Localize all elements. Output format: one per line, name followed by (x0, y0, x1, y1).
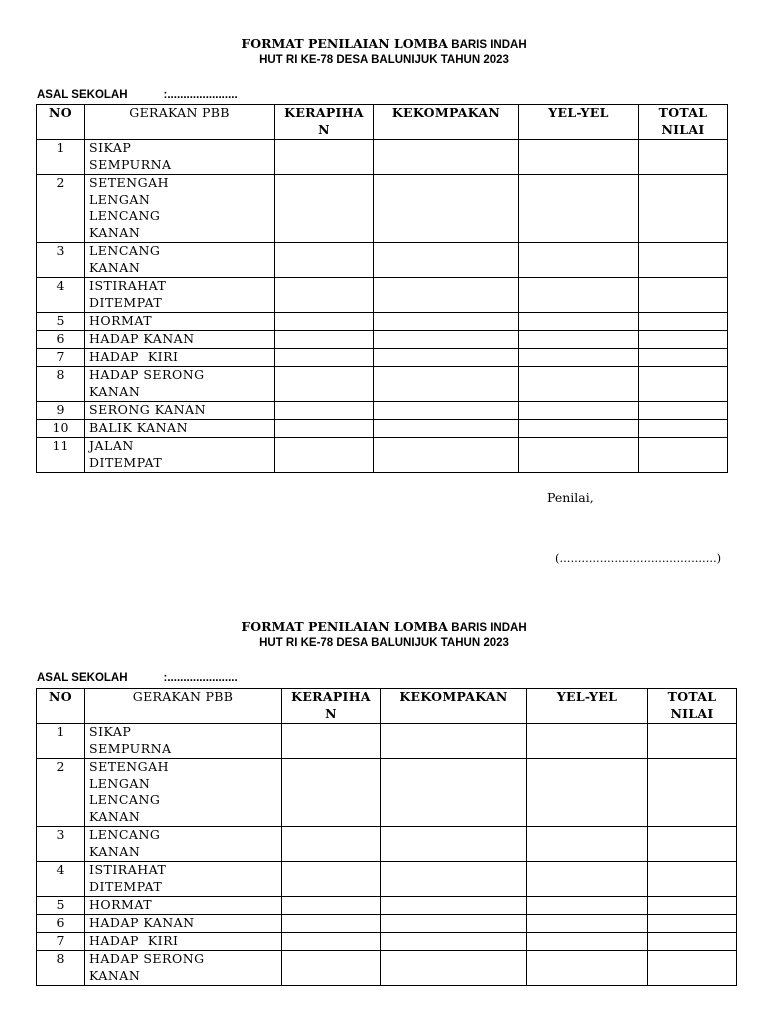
col-gerakan: GERAKAN PBB (85, 105, 275, 140)
col-kerapihan: KERAPIHA N (275, 105, 374, 140)
col-yel-yel: YEL-YEL (519, 105, 639, 140)
score-kerapihan[interactable] (282, 724, 381, 759)
score-kekompakan[interactable] (374, 175, 519, 243)
score-total[interactable] (648, 862, 737, 897)
score-yel-yel[interactable] (519, 243, 639, 278)
score-total[interactable] (648, 933, 737, 951)
col-kekompakan: KEKOMPAKAN (381, 689, 527, 724)
row-gerakan: SERONG KANAN (85, 402, 275, 420)
score-total[interactable] (639, 175, 728, 243)
row-gerakan: SETENGAH LENGAN LENCANG KANAN (85, 175, 275, 243)
row-no: 5 (37, 897, 85, 915)
table-row (37, 367, 728, 402)
row-gerakan: HADAP KIRI (85, 933, 282, 951)
score-total[interactable] (639, 243, 728, 278)
score-yel-yel[interactable] (519, 140, 639, 175)
row-no: 2 (37, 175, 85, 243)
row-no: 4 (37, 278, 85, 313)
score-kekompakan[interactable] (381, 915, 527, 933)
form-subtitle: HUT RI KE-78 DESA BALUNIJUK TAHUN 2023 (259, 54, 509, 66)
score-kerapihan[interactable] (282, 933, 381, 951)
signature-line[interactable]: (...........................................) (555, 551, 722, 565)
row-no: 1 (37, 724, 85, 759)
score-kekompakan[interactable] (374, 140, 519, 175)
row-gerakan: HORMAT (85, 313, 275, 331)
school-field[interactable]: ASAL SEKOLAH :...................... (37, 89, 238, 101)
score-kerapihan[interactable] (282, 897, 381, 915)
score-kerapihan[interactable] (275, 349, 374, 367)
row-no: 4 (37, 862, 85, 897)
score-total[interactable] (648, 915, 737, 933)
row-gerakan: HADAP KANAN (85, 331, 275, 349)
score-kekompakan[interactable] (381, 827, 527, 862)
col-total-nilai: TOTAL NILAI (639, 105, 728, 140)
score-total[interactable] (639, 278, 728, 313)
row-no: 6 (37, 915, 85, 933)
score-kerapihan[interactable] (282, 951, 381, 986)
score-total[interactable] (639, 331, 728, 349)
row-gerakan: HADAP SERONG KANAN (85, 951, 282, 986)
score-kekompakan[interactable] (374, 278, 519, 313)
col-gerakan: GERAKAN PBB (85, 689, 282, 724)
row-no: 10 (37, 420, 85, 438)
score-yel-yel[interactable] (519, 313, 639, 331)
score-total[interactable] (639, 420, 728, 438)
score-kekompakan[interactable] (381, 951, 527, 986)
table-row (37, 862, 737, 897)
row-no: 5 (37, 313, 85, 331)
row-gerakan: ISTIRAHAT DITEMPAT (85, 278, 275, 313)
col-no: NO (37, 689, 85, 724)
row-gerakan: HADAP KANAN (85, 915, 282, 933)
score-total[interactable] (648, 827, 737, 862)
school-field[interactable]: ASAL SEKOLAH :...................... (37, 672, 238, 684)
score-kekompakan[interactable] (381, 862, 527, 897)
score-kerapihan[interactable] (275, 331, 374, 349)
score-total[interactable] (639, 349, 728, 367)
col-no: NO (37, 105, 85, 140)
score-kerapihan[interactable] (275, 367, 374, 402)
row-gerakan: SIKAP SEMPURNA (85, 140, 275, 175)
score-yel-yel[interactable] (519, 402, 639, 420)
score-kekompakan[interactable] (374, 367, 519, 402)
form-title: FORMAT PENILAIAN LOMBA BARIS INDAH (241, 36, 527, 51)
col-total-nilai: TOTAL NILAI (648, 689, 737, 724)
score-kekompakan[interactable] (374, 420, 519, 438)
row-no: 7 (37, 349, 85, 367)
score-kerapihan[interactable] (275, 175, 374, 243)
score-kekompakan[interactable] (381, 759, 527, 827)
score-total[interactable] (639, 438, 728, 473)
form-title: FORMAT PENILAIAN LOMBA BARIS INDAH (241, 619, 527, 634)
score-yel-yel[interactable] (527, 862, 648, 897)
table-row (37, 438, 728, 473)
score-kerapihan[interactable] (282, 915, 381, 933)
score-yel-yel[interactable] (527, 915, 648, 933)
score-kekompakan[interactable] (381, 933, 527, 951)
row-no: 7 (37, 933, 85, 951)
score-yel-yel[interactable] (519, 438, 639, 473)
score-yel-yel[interactable] (527, 827, 648, 862)
score-kekompakan[interactable] (374, 331, 519, 349)
row-gerakan: BALIK KANAN (85, 420, 275, 438)
table-row (37, 243, 728, 278)
row-gerakan: HADAP KIRI (85, 349, 275, 367)
col-yel-yel: YEL-YEL (527, 689, 648, 724)
score-kekompakan[interactable] (374, 313, 519, 331)
score-kerapihan[interactable] (275, 438, 374, 473)
score-kekompakan[interactable] (381, 897, 527, 915)
row-no: 3 (37, 827, 85, 862)
row-no: 8 (37, 367, 85, 402)
score-kerapihan[interactable] (275, 243, 374, 278)
score-total[interactable] (639, 367, 728, 402)
table-row (37, 278, 728, 313)
row-no: 6 (37, 331, 85, 349)
col-kerapihan: KERAPIHA N (282, 689, 381, 724)
score-yel-yel[interactable] (527, 951, 648, 986)
table-row (37, 951, 737, 986)
row-gerakan: JALAN DITEMPAT (85, 438, 275, 473)
score-kekompakan[interactable] (374, 438, 519, 473)
row-no: 8 (37, 951, 85, 986)
score-kerapihan[interactable] (275, 313, 374, 331)
score-kerapihan[interactable] (282, 759, 381, 827)
score-kekompakan[interactable] (374, 349, 519, 367)
table-row (37, 915, 737, 933)
score-kekompakan[interactable] (381, 724, 527, 759)
score-kerapihan[interactable] (282, 827, 381, 862)
row-gerakan: SETENGAH LENGAN LENCANG KANAN (85, 759, 282, 827)
score-total[interactable] (648, 897, 737, 915)
row-no: 2 (37, 759, 85, 827)
row-no: 1 (37, 140, 85, 175)
col-kekompakan: KEKOMPAKAN (374, 105, 519, 140)
row-gerakan: SIKAP SEMPURNA (85, 724, 282, 759)
score-total[interactable] (648, 759, 737, 827)
form-subtitle: HUT RI KE-78 DESA BALUNIJUK TAHUN 2023 (259, 637, 509, 649)
score-yel-yel[interactable] (519, 175, 639, 243)
score-total[interactable] (648, 951, 737, 986)
score-kekompakan[interactable] (374, 243, 519, 278)
table-row (37, 331, 728, 349)
table-row (37, 313, 728, 331)
table-row (37, 759, 737, 827)
row-gerakan: LENCANG KANAN (85, 243, 275, 278)
table-row (37, 402, 728, 420)
row-gerakan: HADAP SERONG KANAN (85, 367, 275, 402)
score-total[interactable] (639, 313, 728, 331)
score-total[interactable] (639, 402, 728, 420)
score-kerapihan[interactable] (275, 402, 374, 420)
table-row (37, 827, 737, 862)
score-kekompakan[interactable] (374, 402, 519, 420)
table-row (37, 175, 728, 243)
table-row (37, 897, 737, 915)
score-yel-yel[interactable] (519, 349, 639, 367)
row-no: 3 (37, 243, 85, 278)
score-kerapihan[interactable] (275, 420, 374, 438)
score-total[interactable] (639, 140, 728, 175)
score-kerapihan[interactable] (275, 140, 374, 175)
score-total[interactable] (648, 724, 737, 759)
table-row (37, 724, 737, 759)
penilai-label: Penilai, (547, 490, 594, 505)
row-gerakan: HORMAT (85, 897, 282, 915)
score-yel-yel[interactable] (527, 724, 648, 759)
score-kerapihan[interactable] (282, 862, 381, 897)
table-row (37, 349, 728, 367)
row-gerakan: LENCANG KANAN (85, 827, 282, 862)
row-no: 9 (37, 402, 85, 420)
table-row (37, 140, 728, 175)
row-no: 11 (37, 438, 85, 473)
table-row (37, 420, 728, 438)
score-yel-yel[interactable] (519, 278, 639, 313)
score-yel-yel[interactable] (527, 759, 648, 827)
score-yel-yel[interactable] (527, 897, 648, 915)
score-yel-yel[interactable] (519, 420, 639, 438)
score-table (36, 104, 728, 473)
score-yel-yel[interactable] (519, 331, 639, 349)
score-yel-yel[interactable] (527, 933, 648, 951)
row-gerakan: ISTIRAHAT DITEMPAT (85, 862, 282, 897)
score-kerapihan[interactable] (275, 278, 374, 313)
score-table (36, 688, 737, 986)
table-row (37, 933, 737, 951)
score-yel-yel[interactable] (519, 367, 639, 402)
